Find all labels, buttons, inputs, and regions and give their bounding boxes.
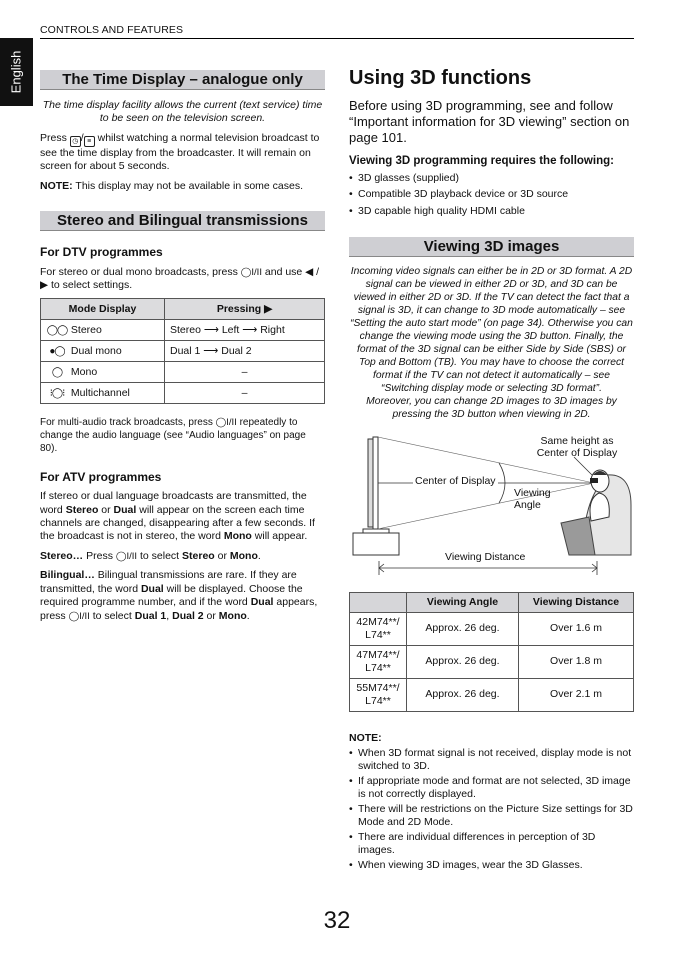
stereo-title: Stereo and Bilingual transmissions [40, 211, 325, 231]
right-column [349, 66, 634, 872]
angle-header: Viewing Angle [407, 593, 519, 613]
requirements-heading: Viewing 3D programming requires the following: [349, 155, 614, 167]
viewing-title: Viewing 3D images [349, 237, 634, 257]
lead-paragraph: Before using 3D programming, see and follow “Important information for 3D viewing” section on page 101. [349, 98, 630, 145]
time-display-body: Press ◷ / ≡ whilst watching a normal television broadcast to see the time display from the broadcaster. It will remain on screen for about 5 seconds. [40, 131, 320, 173]
bilingual-text: Bilingual… Bilingual transmissions are rare. If they are transmitted, the word Dual will be displayed. Choose the required programme number, and if the word Dual appears, press ◯I/II to select Dual 1, Dual 2 or Mono. [40, 569, 318, 622]
notes-list [349, 747, 634, 872]
same-height-label: Same height as Center of Display [536, 435, 618, 460]
clock-button-icon: ◷ [70, 136, 81, 147]
stereo-icon: ◯◯ [46, 324, 68, 336]
center-label: Center of Display [415, 475, 496, 488]
left-column [40, 70, 325, 623]
dtv-heading: For DTV programmes [40, 245, 163, 260]
mode-header: Mode Display [41, 299, 165, 320]
multichannel-icon: ⁝◯⁝ [49, 387, 65, 399]
language-tab-label: English [8, 50, 24, 94]
distance-label: Viewing Distance [445, 551, 526, 564]
tv-base [363, 529, 389, 533]
same-height-pointer [574, 457, 592, 475]
table-row: ◯◯ Stereo Stereo ⟶ Left ⟶ Right [41, 320, 325, 341]
mode-table [40, 298, 325, 404]
dual-mono-button-icon: ◯I/II [240, 266, 262, 278]
mono-icon: ◯ [51, 366, 63, 378]
viewing-text-2: Moreover, you can change 2D images to 3D images by pressing the 3D button when viewing in 2D. [366, 396, 617, 421]
table-row: ⁝◯⁝ Multichannel – [41, 383, 325, 404]
note-label: NOTE: [349, 732, 382, 745]
list-item: • There will be restrictions on the Picture Size settings for 3D Mode and 2D Mode. [349, 803, 634, 829]
text-button-icon: ≡ [84, 136, 95, 147]
viewing-text: Incoming video signals can either be in 2D or 3D format. A 2D signal can be viewed in either 2D or 3D, and 3D can be viewed in either 2D or 3D. If the TV can detect the fact that a signal is 3D, it can change to 3D mode automatically – see “Setting the auto start mode” (on page 34). Otherwise you can change the viewing mode using the 3D button. Finally, the format of the 3D signal can be either Side by Side (SBS) or Top and Bottom (TB). You may have to choose the correct format if the TV can not detect it automatically – see “Switching display mode or selecting 3D format”. [350, 266, 633, 395]
tv-panel [373, 437, 378, 529]
time-display-note: NOTE: This display may not be available in some cases. [40, 179, 304, 192]
page-title: Using 3D functions [349, 67, 532, 89]
multi-audio-text: For multi-audio track broadcasts, press ◯I/II repeatedly to change the audio language (see “Audio languages” on page 80). [40, 417, 306, 455]
list-item: • When viewing 3D images, wear the 3D Glasses. [349, 859, 634, 872]
list-item: • When 3D format signal is not received, display mode is not switched to 3D. [349, 747, 634, 773]
table-row: ◯ Mono – [41, 362, 325, 383]
list-item: • Compatible 3D playback device or 3D source [349, 188, 634, 201]
page-number: 32 [323, 907, 351, 934]
header-rule [40, 38, 634, 39]
list-item: • If appropriate mode and format are not selected, 3D image is not correctly displayed. [349, 775, 634, 801]
dual-mono-button-icon: ◯I/II [115, 550, 138, 562]
pressing-header: Pressing ▶ [165, 299, 325, 320]
time-display-title: The Time Display – analogue only [40, 70, 325, 90]
legs [561, 517, 595, 555]
dual-mono-button-icon: ◯I/II [68, 610, 90, 622]
3d-glasses-icon [590, 478, 598, 483]
time-display-intro: The time display facility allows the current (text service) time to be seen on the television screen. [42, 99, 323, 125]
distance-header: Viewing Distance [519, 593, 634, 613]
dtv-text: For stereo or dual mono broadcasts, press ◯I/II and use ◀ / ▶ to select settings. [40, 265, 320, 291]
stereo-text: Stereo… Press ◯I/II to select Stereo or Mono. [40, 549, 261, 562]
tv-stand [353, 533, 399, 555]
table-row: ●◯ Dual mono Dual 1 ⟶ Dual 2 [41, 341, 325, 362]
table-row: 47M74**/ L74** Approx. 26 deg. Over 1.8 m [350, 646, 634, 679]
list-item: • 3D capable high quality HDMI cable [349, 205, 634, 218]
atv-heading: For ATV programmes [40, 469, 162, 484]
language-tab [0, 38, 33, 106]
table-row: 55M74**/ L74** Approx. 26 deg. Over 2.1 m [350, 679, 634, 712]
angle-line-bottom [378, 483, 594, 529]
tv-back [368, 439, 373, 527]
spec-table [349, 592, 634, 712]
requirements-list [349, 172, 634, 218]
angle-label: Viewing Angle [514, 487, 551, 512]
section-header: CONTROLS AND FEATURES [40, 24, 184, 36]
table-row: 42M74**/ L74** Approx. 26 deg. Over 1.6 m [350, 613, 634, 646]
dual-mono-button-icon: ◯I/II [215, 417, 237, 429]
list-item: • There are individual differences in perception of 3D images. [349, 831, 634, 857]
dual-mono-icon: ●◯ [49, 345, 65, 357]
list-item: • 3D glasses (supplied) [349, 172, 634, 185]
atv-text: If stereo or dual language broadcasts are transmitted, the word Stereo or Dual will appear on the screen each time channels are changed, disappearing after a few seconds. If the broadcast is not in stereo, the word Mono will appear. [40, 490, 315, 543]
viewing-diagram [349, 435, 634, 585]
